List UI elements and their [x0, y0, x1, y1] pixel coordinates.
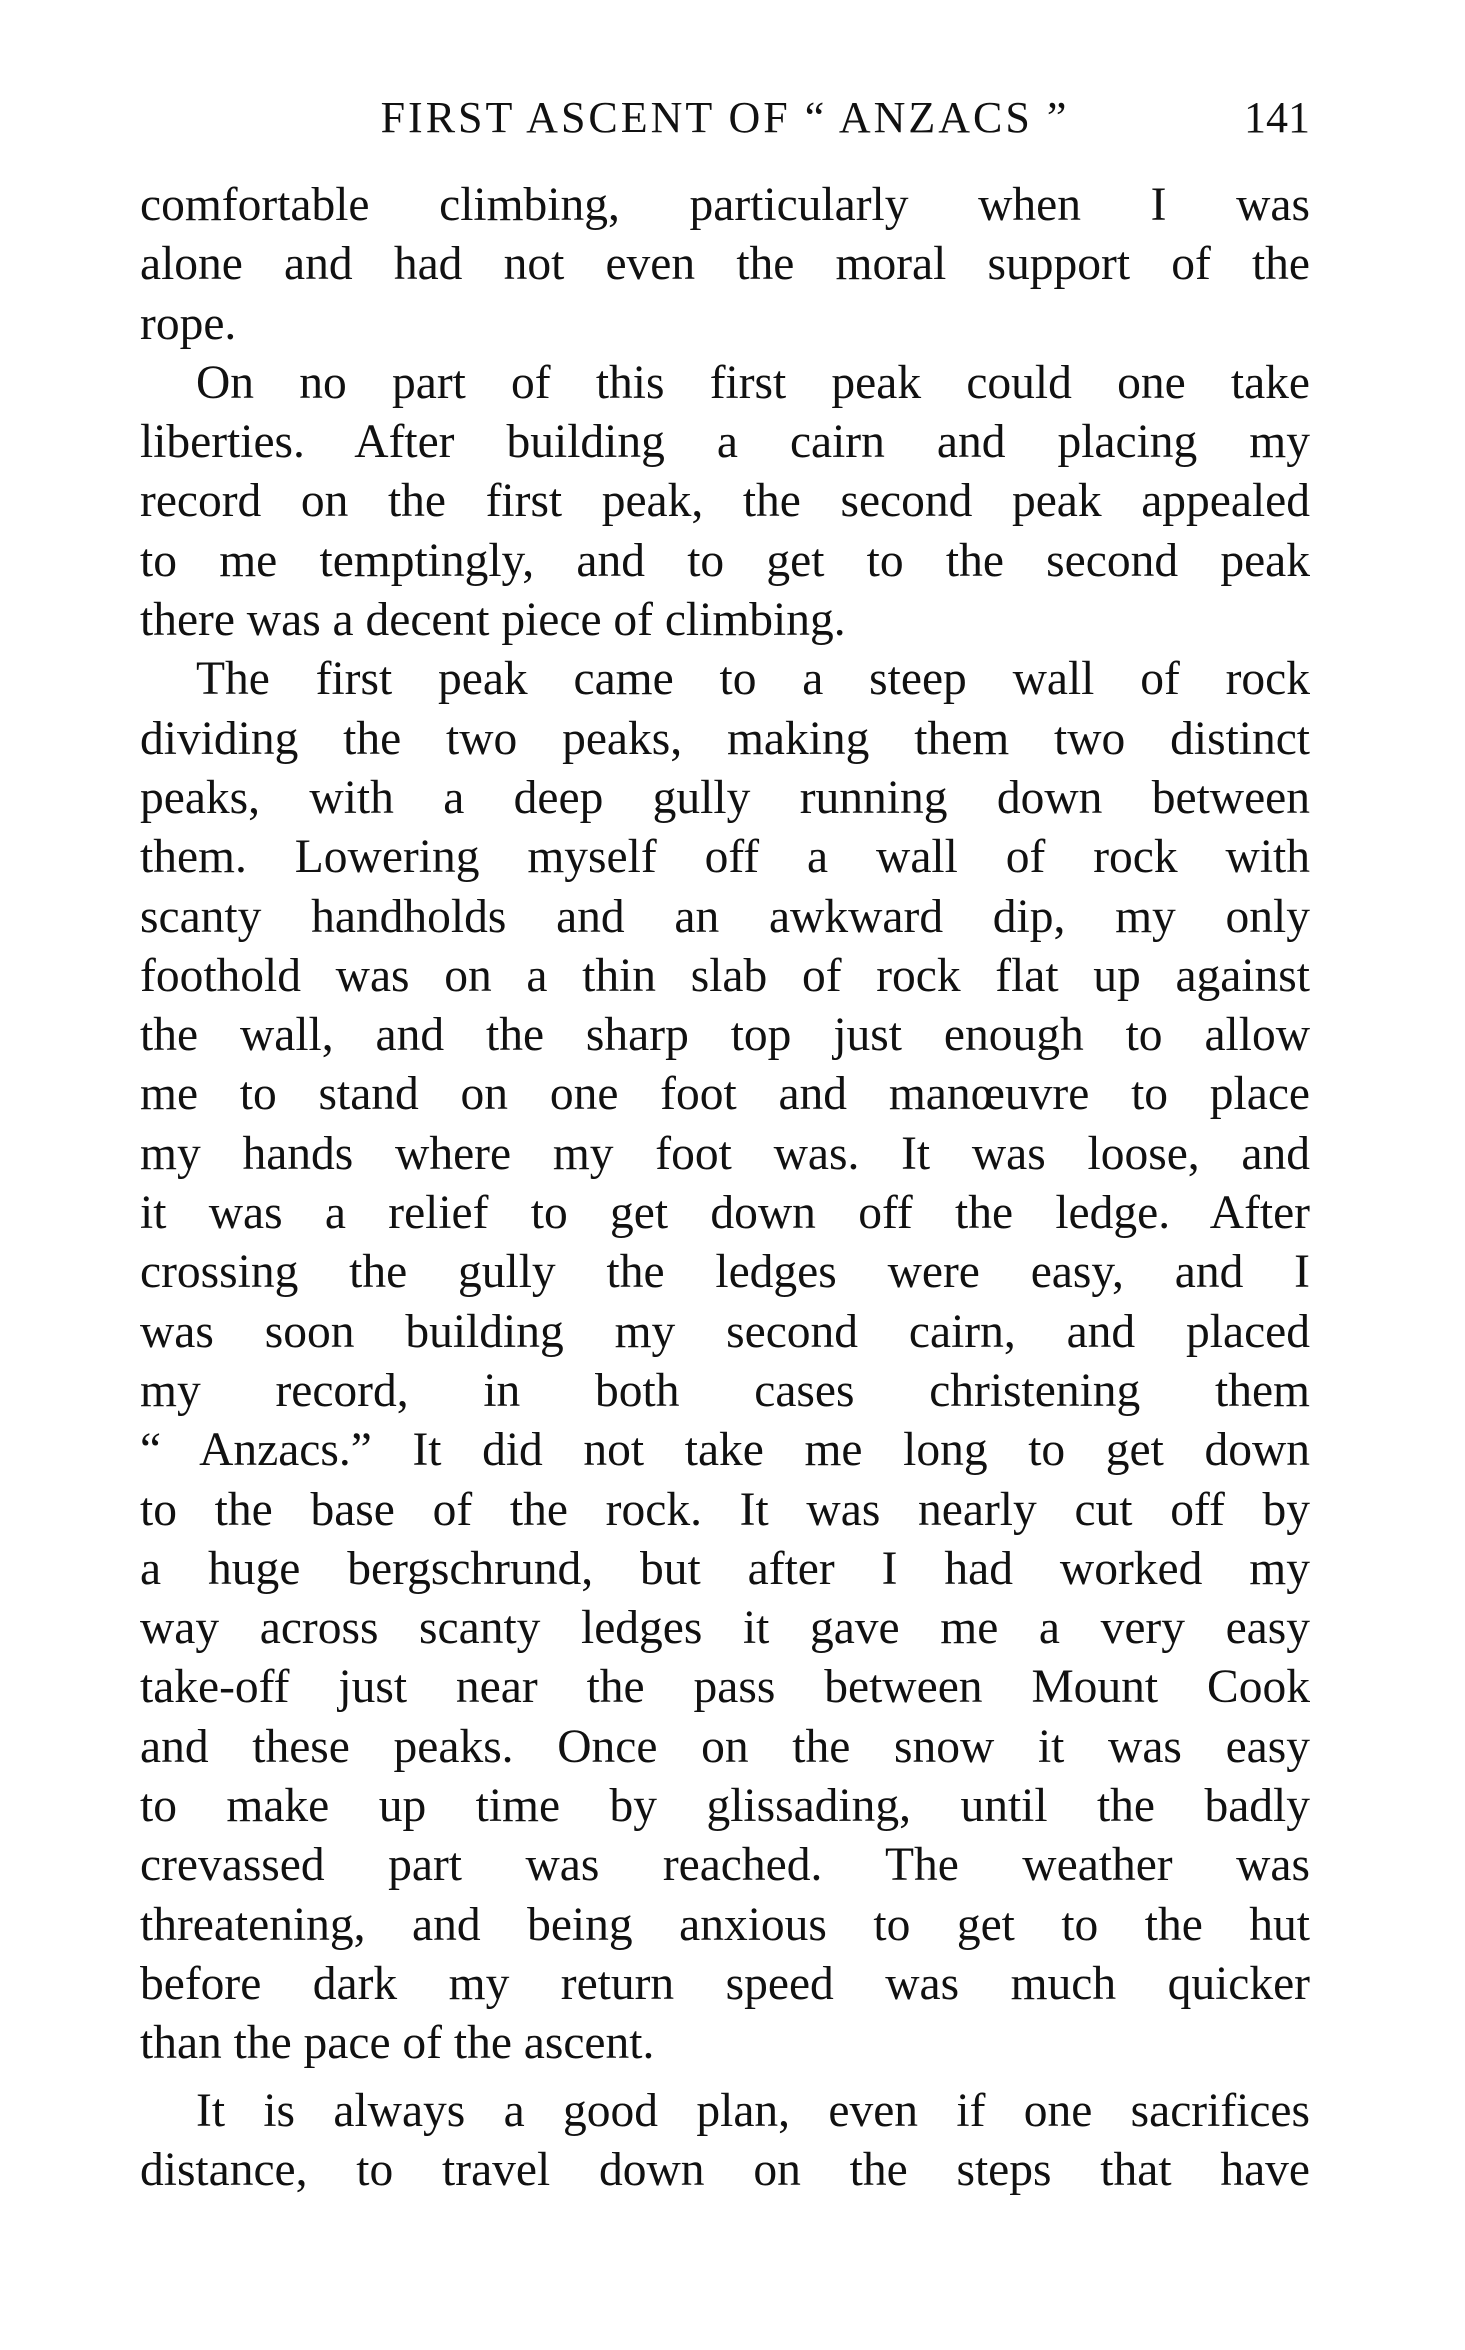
text-line: alone and had not even the moral support of the [140, 238, 1310, 291]
text-line: take-off just near the pass between Mount Cook [140, 1661, 1310, 1714]
text-line: my record, in both cases christening them [140, 1364, 1310, 1417]
text-line: them. Lowering myself off a wall of rock with [140, 831, 1310, 884]
text-line: comfortable climbing, particularly when I was [140, 179, 1310, 231]
text-line: On no part of this first peak could one take [196, 356, 1310, 409]
running-title: FIRST ASCENT OF “ ANZACS ” [380, 93, 1070, 142]
text-line: liberties. After building a cairn and placing my [140, 416, 1310, 469]
text-line: than the pace of the ascent. [140, 2017, 655, 2070]
text-line: It is always a good plan, even if one sacrifices [196, 2084, 1310, 2137]
text-line: and these peaks. Once on the snow it was easy [140, 1720, 1310, 1773]
text-line: a huge bergschrund, but after I had worked my [140, 1542, 1310, 1595]
text-line: my hands where my foot was. It was loose, and [140, 1127, 1310, 1180]
text-line: record on the first peak, the second peak appealed [140, 475, 1310, 528]
text-line: to make up time by glissading, until the badly [140, 1780, 1310, 1833]
text-line: it was a relief to get down off the ledge. After [140, 1187, 1310, 1240]
text-line: crossing the gully the ledges were easy, and I [140, 1246, 1310, 1299]
text-line: dividing the two peaks, making them two distinct [140, 712, 1310, 765]
text-line: me to stand on one foot and manœuvre to place [140, 1068, 1310, 1121]
text-line: to the base of the rock. It was nearly cut off by [140, 1483, 1310, 1536]
text-line: there was a decent piece of climbing. [140, 594, 846, 647]
text-line: The first peak came to a steep wall of rock [196, 653, 1310, 706]
text-line: before dark my return speed was much quicker [140, 1957, 1310, 2010]
text-line: crevassed part was reached. The weather was [140, 1839, 1310, 1892]
text-line: way across scanty ledges it gave me a very easy [140, 1602, 1310, 1655]
text-line: scanty handholds and an awkward dip, my only [140, 890, 1310, 943]
text-line: was soon building my second cairn, and placed [140, 1305, 1310, 1358]
text-line: foothold was on a thin slab of rock flat up against [140, 949, 1310, 1002]
text-line: rope. [140, 297, 237, 350]
text-line: peaks, with a deep gully running down between [140, 771, 1310, 824]
running-head [140, 88, 1310, 148]
page-number: 141 [1244, 93, 1310, 142]
body-text [140, 176, 1310, 2200]
text-line: distance, to travel down on the steps that have [140, 2143, 1310, 2196]
text-line: “ Anzacs.” It did not take me long to get down [140, 1424, 1310, 1477]
text-line: threatening, and being anxious to get to the hut [140, 1898, 1310, 1951]
text-line: the wall, and the sharp top just enough to allow [140, 1009, 1310, 1062]
text-line: to me temptingly, and to get to the second peak [140, 534, 1310, 587]
